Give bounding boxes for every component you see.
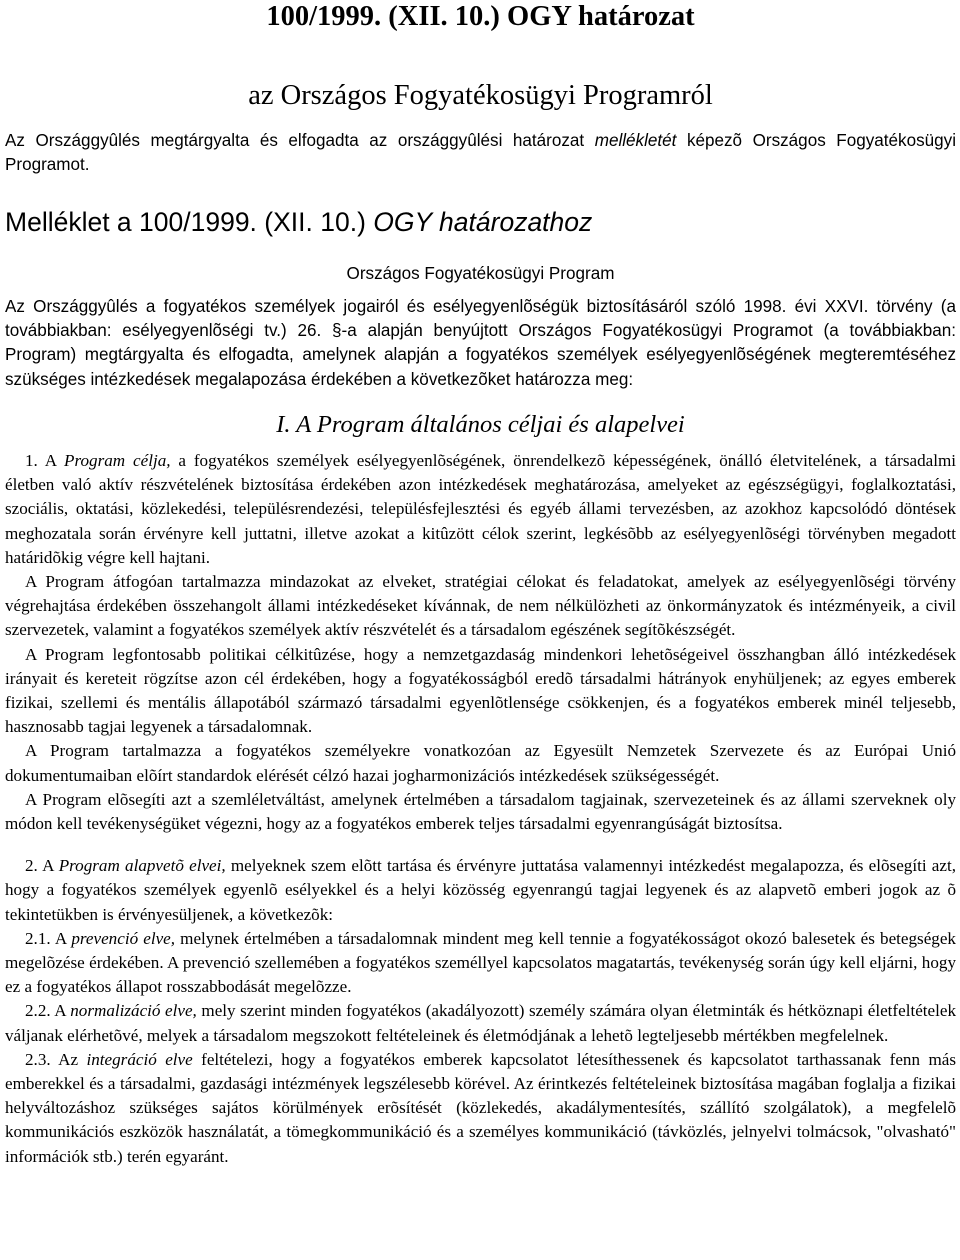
point-2-2-paragraph [5,999,956,1047]
preamble-paragraph: Az Országgyûlés a fogyatékos személyek jogairól és esélyegyenlõségük biztosításáról szóló 1998. évi XXVI. törvény (a továbbiakban: esélyegyenlõségi tv.) 26. §-a alapján benyújtott Országos Fogyatékosügyi Programot (a továbbiakban: Program) megtárgyalta és elfogadta, amelynek alapján a fogyatékos személyek esélyegyenlõségének megteremtéséhez szükséges intézkedések megalapozása érdekében a következõket határozza meg: [5,296,956,389]
point-2-text: melyeknek szem elõtt tartása és érvényre juttatása valamennyi intézkedést megalapozza, és elõsegíti azt, hogy a fogyatékos személyek egyenlõ esélyekkel és a helyi közösség egyenrangú tagjai legyenek és az alapvetõ emberi jogok az õ tekintetükben is érvényesüljenek, a következõk: [5,856,956,924]
point-2-italic: Program alapvetõ elvei, [58,856,226,876]
point-2-3-text: feltételezi, hogy a fogyatékos emberek kapcsolatot létesíthessenek és kapcsolatot tarthassanak fenn más emberekkel és a társadalmi, gazdasági intézmények legszélesebb körével. Az érintkezés feltételeinek biztosítása magában foglalja a fizikai helyváltozáshoz szükséges sajátos körülmények erõsítését (közlekedés, akadálymentesítés, szállító szolgálatok), a megfelelõ kommunikációs eszközök használatát, a tömegkommunikáció és a személyes kommunikáció (távközlés, jelnyelvi tolmácsok, "olvasható" információk stb.) terén egyaránt. [5,1049,956,1166]
annex-heading-italic: OGY határozathoz [373,206,593,237]
point-1-para-1: A Program átfogóan tartalmazza mindazokat az elveket, stratégiai célokat és feladatokat, amelyek az esélyegyenlõségi törvény végrehajtása érdekében összehangolt állami intézkedéseket kívánnak, de nem nélkülözheti az önkormányzatok és intézményeik, a civil szervezetek, valamint a fogyatékos személyek aktív részvételét és a társadalom egészének segítõkészségét. [5,572,956,640]
point-1-italic: Program célja, [64,451,171,470]
annex-heading [5,177,956,238]
intro-paragraph [5,112,956,177]
point-2-1-text: melynek értelmében a társadalomnak mindent meg kell tennie a fogyatékosságot okozó balesetek és betegségek megelõzése érdekében. A prevenció szellemében a fogyatékos személlyel kapcsolatos magatartás, tevékenység során úgy kell eljárni, hogy ez a fogyatékos állapot rosszabbodását megelõzze. [5,928,956,997]
point-2-2-number: 2.2. A [25,1001,71,1021]
point-2-1-italic: prevenció elve, [71,928,176,948]
point-2-paragraph [5,836,956,927]
point-1-text: a fogyatékos személyek esélyegyenlõségének, önrendelkezõ képességének, önálló életvitelének, a társadalmi életben való aktív részvételének biztosítása érdekében azon intézkedések meghatározása, amelyeket az egészségügyi, foglalkoztatási, szociális, oktatási, közlekedési, településrendezési, településfejlesztési és egyéb állami tervezésben, az azokhoz kapcsolódó döntések meghozatala során érvényre kell juttatni, illetve azokat a kitûzött célok szerint, legkésõbb az esélyegyenlõségi törvényben megadott határidõkig végre kell hajtani. [5,451,956,567]
section-title: I. A Program általános céljai és alapelvei [276,411,685,438]
intro-text-pre: Az Országgyûlés megtárgyalta és elfogadta az országgyûlési határozat [5,131,595,150]
point-1-number: 1. A [25,451,65,470]
document-title: 100/1999. (XII. 10.) OGY határozat [266,1,695,32]
point-2-1-number: 2.1. A [25,928,72,948]
point-2-2-italic: normalizáció elve, [70,1001,197,1021]
point-2-3-number: 2.3. Az [25,1049,87,1069]
intro-text-italic: mellékletét [594,131,677,150]
point-2-number: 2. A [25,856,59,876]
document-subtitle: az Országos Fogyatékosügyi Programról [248,80,713,111]
point-2-3-paragraph [5,1048,956,1169]
intro-text-post: képezõ Országos Fogyatékosügyi Programot. [5,131,956,174]
point-1-para-4: A Program elõsegíti azt a szemléletváltást, amelynek értelmében a társadalom tagjainak, szervezeteinek és az állami szerveknek oly módon kell tevékenységüket végezni, hogy az a fogyatékos emberek teljes társadalmi egyenrangúságát biztosítsa. [5,789,956,834]
point-2-3-italic: integráció elve [86,1049,193,1069]
point-1-paragraph [5,440,956,570]
point-1-para-2: A Program legfontosabb politikai célkitûzése, hogy a nemzetgazdaság mindenkori lehetõségeivel összhangban álló intézkedések irányait és kereteit rögzítse azon cél érdekében, hogy a fogyatékosságból eredõ társadalmi hátrányok enyhüljenek; az egyes emberek fizikai, szellemi és mentális állapotából származó társadalmi egyenlõtlensége csökkenjen, és a fogyatékos emberek minél teljesebb, hasznosabb tagjai legyenek a társadalomnak. [5,644,956,737]
program-title: Országos Fogyatékosügyi Program [346,263,615,283]
annex-heading-pre: Melléklet a 100/1999. (XII. 10.) [5,206,374,237]
point-2-1-paragraph [5,927,956,1000]
point-1-para-3: A Program tartalmazza a fogyatékos személyekre vonatkozóan az Egyesült Nemzetek Szervezete és az Európai Unió dokumentumaiban elõírt standardok elérését célzó hazai jogharmonizációs intézkedések szükségességét. [5,741,956,785]
point-2-2-text: mely szerint minden fogyatékos (akadályozott) személy számára olyan életminták és hétköznapi életfeltételek váljanak elérhetõvé, melyek a társadalom megszokott feltételeinek és életmódjának a lehetõ legteljesebb mértékben megfelelnek. [5,1001,957,1045]
